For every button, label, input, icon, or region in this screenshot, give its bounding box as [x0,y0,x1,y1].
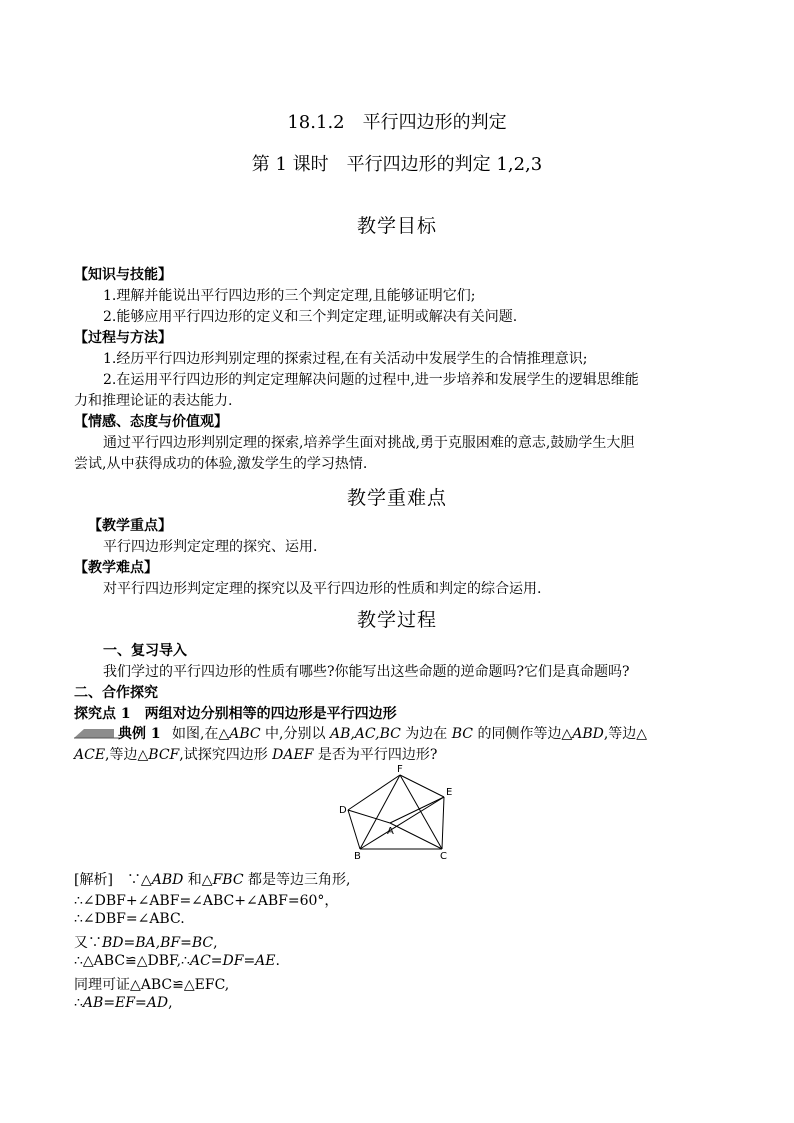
segment-DA [348,810,390,823]
process-label: 【过程与方法】 [74,330,172,346]
example-text-line2 [74,744,437,764]
label-E: E [446,787,453,798]
label-A: A [387,826,394,837]
example-var: DAEF [272,747,314,763]
solution-text: , [213,935,218,951]
heading-process: 教学过程 [356,609,437,631]
solution-var: BD=BA,BF=BC [102,935,214,951]
emotion-text: 通过平行四边形判别定理的探索,培养学生面对挑战,勇于克服困难的意志,鼓励学生大胆 [103,435,635,451]
example-label: 典例 1 [118,726,161,742]
heading-key: 教学重难点 [346,487,447,509]
example-text: 为边在 [400,726,452,742]
solution-var: AC=DF=AE [189,953,276,969]
label-C: C [440,851,447,860]
segment-EC [442,797,444,849]
difficulty-text: 对平行四边形判定定理的探究以及平行四边形的性质和判定的综合运用. [103,581,542,597]
lesson-title: 第 1 课时 平行四边形的判定 1,2,3 [251,154,543,175]
example-text: 中,分别以 [260,726,330,742]
knowledge-item-2: 2.能够应用平行四边形的定义和三个判定定理,证明或解决有关问题. [103,309,518,325]
explore-title: 两组对边分别相等的四边形是平行四边形 [144,706,397,722]
solution-text: ∴ [74,995,83,1011]
example-var: BC [451,726,474,742]
section-title: 18.1.2 平行四边形的判定 [287,112,507,133]
knowledge-item-1: 1.理解并能说出平行四边形的三个判定定理,且能够证明它们; [103,288,476,304]
segment-DF [348,775,400,810]
solution-text: . [275,953,280,969]
example-badge-shape [74,725,120,739]
segment-FC [400,775,442,849]
solution-line-7 [74,995,173,1011]
example-var: BCF [148,747,180,763]
solution-line-4 [74,932,218,952]
explore-label: 探究点 1 [74,706,131,722]
example-text: ,等边△ [105,747,149,763]
heading-goals: 教学目标 [356,215,437,237]
label-B: B [354,851,361,860]
cooperate-label: 二、合作探究 [74,685,158,701]
process-item-2: 2.在运用平行四边形的判定定理解决问题的过程中,进一步培养和发展学生的逻辑思维能 [103,372,639,388]
example-badge-wedge [74,729,114,738]
solution-line-5 [74,953,280,969]
solution-text: ∴△ABC≌△DBF,∴ [74,953,190,969]
process-item-1: 1.经历平行四边形判别定理的探索过程,在有关活动中发展学生的合情推理意识; [103,351,588,367]
example-text: 的同侧作等边△ [473,726,573,742]
process-item-2-cont: 力和推理论证的表达能力. [74,393,233,409]
solution-line-2: ∴∠DBF+∠ABF=∠ABC+∠ABF=60°， [74,893,339,909]
solution-label: [解析] [74,872,113,888]
key-text: 平行四边形判定定理的探究、运用. [103,539,318,555]
geometry-figure [330,762,460,860]
segment-DB [348,810,360,849]
solution-var: AB=EF=AD [82,995,169,1011]
segment-BF [360,775,400,849]
example-text: 如图,在△ [172,726,230,742]
segment-BE [360,797,444,849]
difficulty-label: 【教学难点】 [74,560,158,576]
solution-text: 又∵ [74,935,102,951]
example-var: ACE [74,747,106,763]
solution-text: 和△ [183,872,213,888]
example-text-line1 [172,723,647,743]
emotion-label: 【情感、态度与价值观】 [74,414,228,430]
example-text: ,试探究四边形 [179,747,273,763]
review-text: 我们学过的平行四边形的性质有哪些?你能写出这些命题的逆命题吗?它们是真命题吗? [103,664,630,680]
segment-AE [390,797,444,823]
solution-line-6: 同理可证△ABC≌△EFC, [74,977,230,993]
label-D: D [339,805,347,816]
label-F: F [397,764,403,775]
example-text: 是否为平行四边形? [313,747,438,763]
example-var: ABD [572,726,604,742]
example-var: ABC [229,726,261,742]
example-text: ,等边△ [603,726,648,742]
solution-var: ABD [151,872,184,888]
solution-line-3: ∴∠DBF=∠ABC. [74,911,185,927]
review-label: 一、复习导入 [103,643,187,659]
solution-var: FBC [212,872,244,888]
key-label: 【教学重点】 [88,518,172,534]
example-badge [74,724,120,738]
emotion-text-cont: 尝试,从中获得成功的体验,激发学生的学习热情. [74,456,368,472]
solution-line-1 [74,869,350,889]
knowledge-label: 【知识与技能】 [74,267,172,283]
solution-text: ∵△ [126,872,152,888]
solution-text: 都是等边三角形, [243,872,351,888]
solution-text: , [168,995,173,1011]
explore-point [74,703,397,723]
example-var: AB,AC,BC [329,726,401,742]
